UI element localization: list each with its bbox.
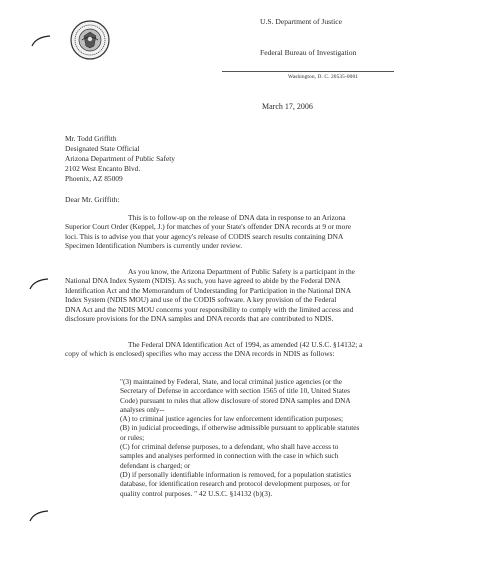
address-line: Designated State Official xyxy=(65,144,140,153)
quote-line: (A) to criminal justice agencies for law enforcement identification purposes; xyxy=(120,414,344,424)
paragraph-line: disclosure provisions for the DNA samples and DNA records that are contributed to NDIS. xyxy=(65,314,334,324)
address-line: Arizona Department of Public Safety xyxy=(65,154,176,163)
letterhead-divider xyxy=(222,71,394,72)
address-line: Mr. Todd Griffith xyxy=(65,134,117,143)
letterhead-location: Washington, D. C. 20535-0001 xyxy=(288,74,359,80)
paragraph-line: This is to follow-up on the release of DNA data in response to an Arizona xyxy=(128,213,346,222)
quote-line: quality control purposes. " 42 U.S.C. §14132 (b)(3). xyxy=(120,488,273,498)
paragraph-2 xyxy=(65,267,355,323)
quote-line: (B) in judicial proceedings, if otherwise admissible pursuant to applicable statutes xyxy=(120,423,360,433)
paragraph-line: As you know, the Arizona Department of Public Safety is a participant in the xyxy=(128,267,355,276)
quote-line: Code) pursuant to rules that allow disclosure of stored DNA samples and DNA xyxy=(120,395,351,405)
quote-line: "(3) maintained by Federal, State, and local criminal justice agencies (or the xyxy=(120,377,343,386)
paragraph-line: copy of which is enclosed) specifies who may access the DNA records in NDIS as follows: xyxy=(65,349,335,359)
paragraph-line: Specimen Identification Numbers is currently under review. xyxy=(65,241,243,251)
paragraph-line: Superior Court Order (Keppel, J.) for matches of your State's offender DNA records at 9 or more xyxy=(65,222,352,232)
statute-quotation xyxy=(120,377,359,498)
paragraph-line: Index System (NDIS MOU) and use of the CODIS software. A key provision of the Federal xyxy=(65,295,337,305)
paragraph-line: The Federal DNA Identification Act of 1994, as amended (42 U.S.C. §14132; a xyxy=(128,340,363,349)
address-line: Phoenix, AZ 85009 xyxy=(65,174,123,183)
paragraph-1 xyxy=(65,213,351,251)
quote-line: (D) if personally identifiable information is removed, for a population statistics xyxy=(120,469,352,479)
paragraph-line: loci. This is to advise you that your agency's release of CODIS search results containing DNA xyxy=(65,231,344,241)
bureau-name: Federal Bureau of Investigation xyxy=(260,48,357,57)
address-line: 2102 West Encanto Blvd. xyxy=(65,164,141,173)
doj-seal-icon xyxy=(70,20,110,60)
hole-punch-mark-bottom xyxy=(28,508,50,524)
paragraph-line: National DNA Index System (NDIS). As such, you have agreed to abide by the Federal DNA xyxy=(65,276,341,286)
department-name: U.S. Department of Justice xyxy=(260,17,343,26)
hole-punch-mark-top xyxy=(30,33,52,49)
paragraph-line: Identification Act and the Memorandum of Understanding for Participation in the National DNA xyxy=(65,285,352,295)
quote-line: database, for identification research and protocol development purposes, or for xyxy=(120,479,350,489)
paragraph-3 xyxy=(65,340,362,359)
hole-punch-mark-middle xyxy=(28,276,50,292)
quote-line: samples and analyses performed in connection with the case in which such xyxy=(120,451,339,461)
salutation: Dear Mr. Griffith: xyxy=(65,195,120,204)
quote-line: or rules; xyxy=(120,432,145,442)
recipient-address xyxy=(65,134,175,184)
paragraph-line: DNA Act and the NDIS MOU concerns your responsibility to comply with the limited access and xyxy=(65,304,354,314)
quote-line: defendant is charged; or xyxy=(120,460,191,470)
quote-line: Secretary of Defense in accordance with section 1565 of title 10, United States xyxy=(120,386,350,396)
quote-line: analyses only-- xyxy=(120,404,165,414)
quote-line: (C) for criminal defense purposes, to a defendant, who shall have access to xyxy=(120,442,339,452)
letter-date: March 17, 2006 xyxy=(262,102,313,111)
